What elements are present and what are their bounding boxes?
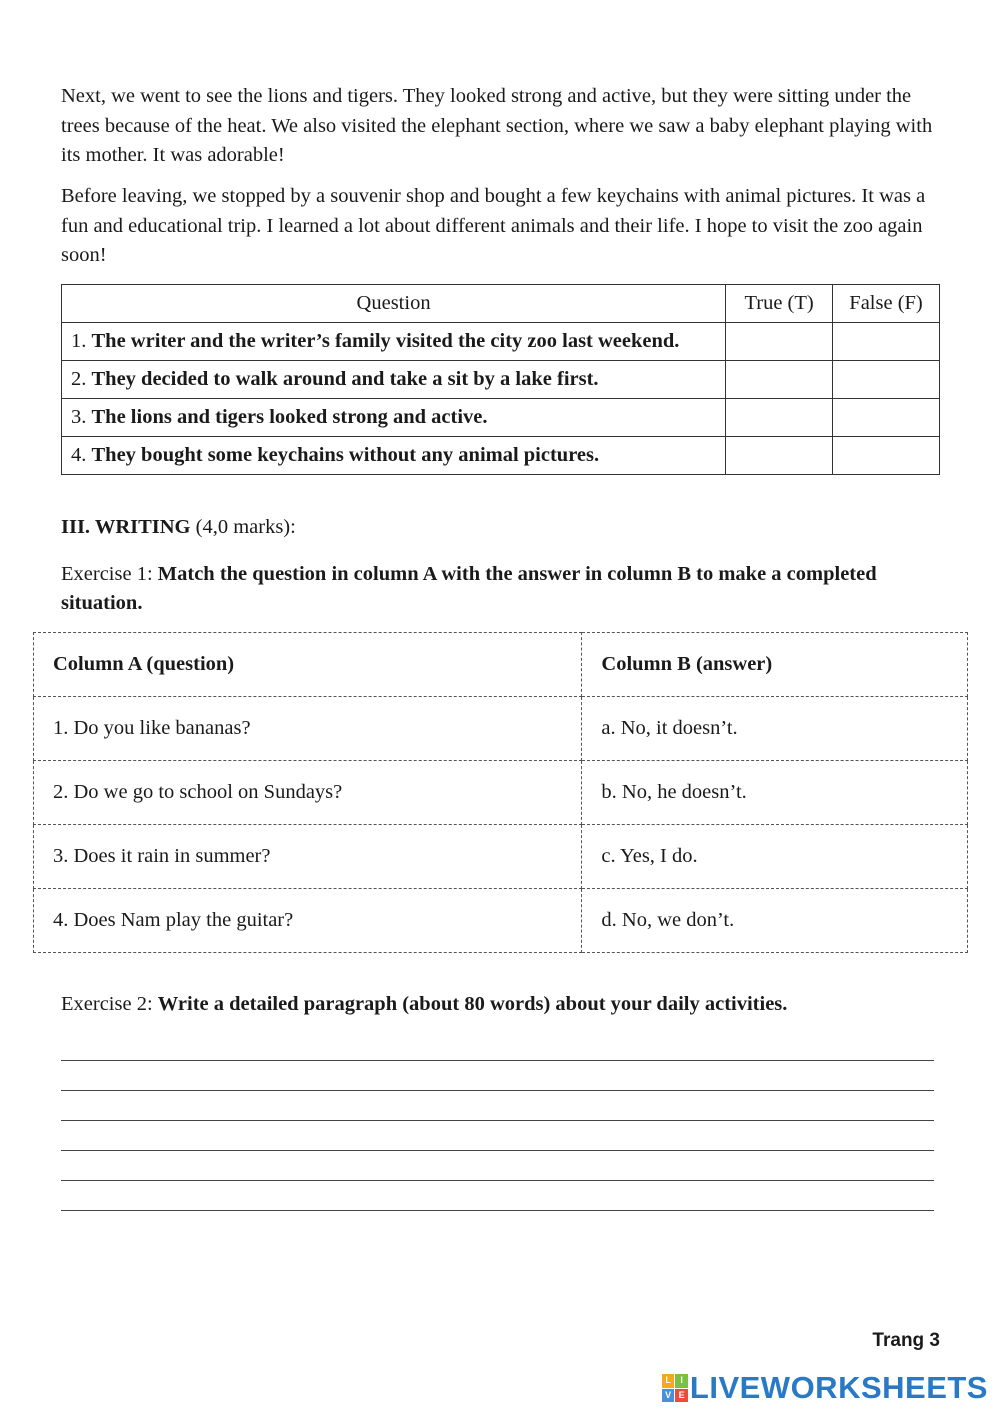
brand-name: LIVEWORKSHEETS [689,1370,988,1405]
exercise-1-label: Exercise 1: [61,563,153,585]
statement-number: 4. [71,444,87,466]
statement-text: The lions and tigers looked strong and active. [91,406,488,428]
exercise-1-text: Match the question in column A with the answer in column B to make a completed situation. [61,563,877,614]
true-answer-cell[interactable] [726,361,833,399]
statement-cell [62,361,726,399]
table-row [34,761,968,825]
statement-number: 1. [71,330,87,352]
table-row [34,697,968,761]
passage-paragraph-2: Before leaving, we stopped by a souvenir shop and bought a few keychains with animal pictures. It was a fun and educational trip. I learned a lot about different animals and their life. I hope to visit the zoo again soon! [61,185,926,266]
writing-line[interactable] [61,1090,934,1120]
section-heading [61,516,296,539]
true-answer-cell[interactable] [726,437,833,475]
writing-line[interactable] [61,1120,934,1150]
column-a-question: 2. Do we go to school on Sundays? [34,761,582,825]
matching-header-row [34,633,968,697]
writing-line[interactable] [61,1210,934,1240]
column-a-question: 3. Does it rain in summer? [34,825,582,889]
column-b-header: Column B (answer) [582,633,968,697]
true-answer-cell[interactable] [726,323,833,361]
passage-paragraph-1: Next, we went to see the lions and tigers. They looked strong and active, but they were sitting under the trees because of the heat. We also visited the elephant section, where we saw a baby elephant playing with its mother. It was adorable! [61,85,933,166]
statement-text: They bought some keychains without any animal pictures. [91,444,600,466]
column-b-answer: b. No, he doesn’t. [582,761,968,825]
table-header-row [62,285,940,323]
statement-text: The writer and the writer’s family visited the city zoo last weekend. [91,330,680,352]
logo-letter: V [662,1389,675,1403]
column-a-question: 1. Do you like bananas? [34,697,582,761]
header-question: Question [62,285,726,323]
column-b-answer: a. No, it doesn’t. [582,697,968,761]
liveworksheets-icon [662,1374,688,1402]
header-true: True (T) [726,285,833,323]
matching-table [33,632,968,953]
header-false: False (F) [833,285,940,323]
writing-line[interactable] [61,1060,934,1090]
logo-letter: I [675,1374,688,1388]
column-a-question: 4. Does Nam play the guitar? [34,889,582,953]
column-b-answer: c. Yes, I do. [582,825,968,889]
table-row [62,437,940,475]
section-marks: (4,0 marks): [195,516,296,538]
table-row [34,825,968,889]
writing-line[interactable] [61,1150,934,1180]
logo-letter: E [675,1389,688,1403]
writing-area[interactable] [61,1060,934,1240]
statement-cell [62,437,726,475]
false-answer-cell[interactable] [833,323,940,361]
table-row [34,889,968,953]
statement-number: 3. [71,406,87,428]
logo-letter: L [662,1374,675,1388]
liveworksheets-logo [662,1370,988,1406]
statement-text: They decided to walk around and take a sit by a lake first. [91,368,599,390]
column-a-header: Column A (question) [34,633,582,697]
true-false-table [61,284,940,475]
table-row [62,361,940,399]
statement-cell [62,399,726,437]
false-answer-cell[interactable] [833,399,940,437]
statement-number: 2. [71,368,87,390]
false-answer-cell[interactable] [833,361,940,399]
exercise-2-label: Exercise 2: [61,993,153,1015]
exercise-2-instruction [61,993,787,1016]
statement-cell [62,323,726,361]
false-answer-cell[interactable] [833,437,940,475]
writing-line[interactable] [61,1180,934,1210]
section-title: III. WRITING [61,516,191,538]
exercise-2-text: Write a detailed paragraph (about 80 words) about your daily activities. [157,993,788,1015]
table-row [62,323,940,361]
column-b-answer: d. No, we don’t. [582,889,968,953]
page-number: Trang 3 [872,1330,940,1351]
true-answer-cell[interactable] [726,399,833,437]
exercise-1-instruction [61,560,941,618]
table-row [62,399,940,437]
